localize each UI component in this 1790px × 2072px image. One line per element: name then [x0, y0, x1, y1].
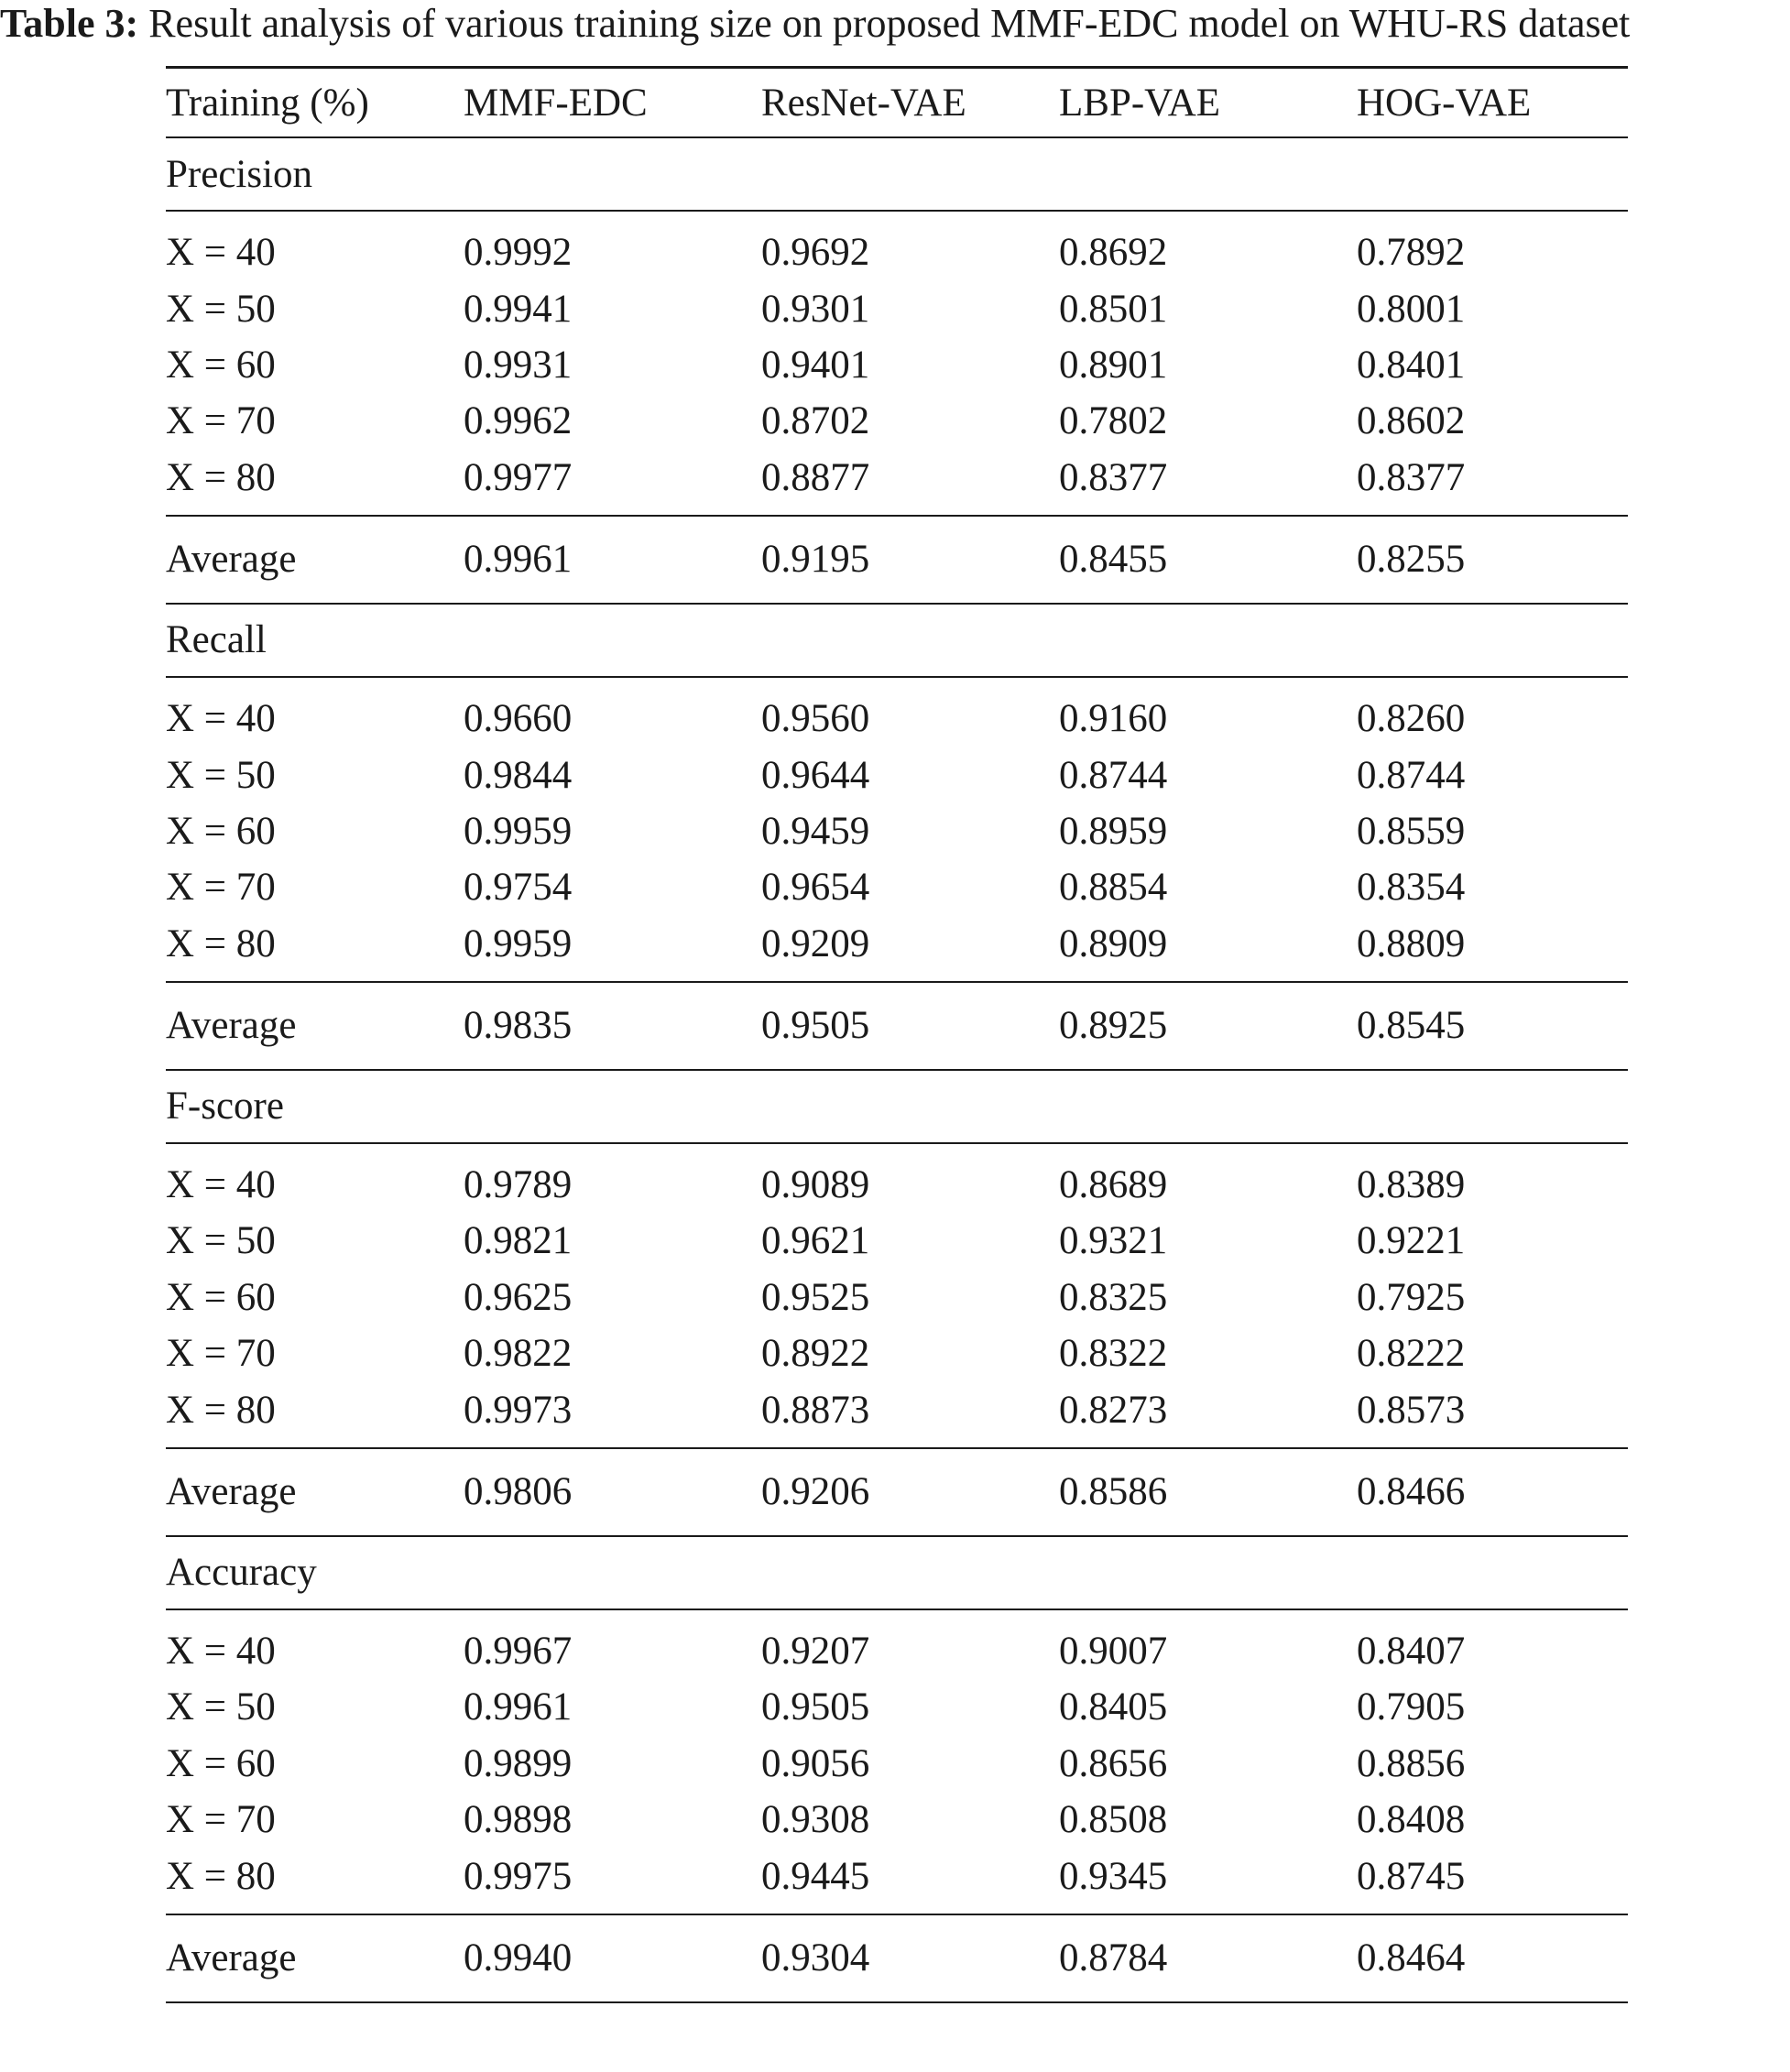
row-label: X = 40 [166, 1630, 276, 1674]
section-header-row [166, 137, 1628, 211]
row-label: X = 80 [166, 921, 276, 965]
row-label: X = 70 [166, 1332, 276, 1376]
row-label: X = 50 [166, 753, 276, 797]
table-cell: 0.9959 [464, 921, 573, 965]
average-cell: 0.8255 [1357, 516, 1628, 604]
section-header-row [166, 1070, 1628, 1143]
table-cell: 0.9007 [1059, 1630, 1168, 1674]
table-cell: 0.9931 [464, 343, 573, 387]
table-cell: 0.9975 [464, 1854, 573, 1898]
section-title: Precision [166, 137, 1628, 211]
table-cell: 0.8573 [1357, 1388, 1466, 1432]
table-row [166, 859, 1628, 915]
table-cell: 0.9962 [464, 399, 573, 443]
table-cell: 0.8602 [1357, 399, 1466, 443]
table-cell: 0.8222 [1357, 1332, 1466, 1376]
table-cell: 0.9660 [464, 697, 573, 741]
row-label: X = 80 [166, 455, 276, 499]
table-cell: 0.9941 [464, 287, 573, 331]
table-cell: 0.8377 [1357, 455, 1466, 499]
table-cell: 0.7802 [1059, 399, 1168, 443]
table-cell: 0.9625 [464, 1275, 573, 1319]
table-cell: 0.8322 [1059, 1332, 1168, 1376]
table-cell: 0.8405 [1059, 1685, 1168, 1729]
table-cell: 0.9821 [464, 1219, 573, 1263]
table-cell: 0.8854 [1059, 866, 1168, 910]
section-title: Recall [166, 604, 1628, 677]
table-row [166, 1679, 1628, 1735]
table-cell: 0.9308 [761, 1798, 870, 1842]
table-cell: 0.8408 [1357, 1798, 1466, 1842]
results-table [166, 66, 1628, 2003]
average-cell: 0.8925 [1059, 982, 1357, 1070]
row-label: X = 60 [166, 1275, 276, 1319]
table-cell: 0.8959 [1059, 809, 1168, 853]
table-cell: 0.9221 [1357, 1219, 1466, 1263]
table-cell: 0.9754 [464, 866, 573, 910]
row-label: X = 60 [166, 809, 276, 853]
table-row [166, 1325, 1628, 1381]
table-row [166, 1736, 1628, 1792]
table-row [166, 450, 1628, 516]
row-label: X = 70 [166, 866, 276, 910]
average-cell: 0.9206 [761, 1448, 1059, 1536]
row-label: X = 40 [166, 231, 276, 275]
table-cell: 0.7925 [1357, 1275, 1466, 1319]
column-header: LBP-VAE [1059, 68, 1357, 138]
table-row [166, 280, 1628, 336]
table-cell: 0.9560 [761, 697, 870, 741]
section-header-row [166, 1536, 1628, 1609]
table-cell: 0.8744 [1059, 753, 1168, 797]
table-cell: 0.8656 [1059, 1741, 1168, 1785]
table-cell: 0.9977 [464, 455, 573, 499]
table-cell: 0.8377 [1059, 455, 1168, 499]
table-cell: 0.8856 [1357, 1741, 1466, 1785]
table-cell: 0.8809 [1357, 921, 1466, 965]
average-cell: 0.8784 [1059, 1914, 1357, 2002]
average-row [166, 982, 1628, 1070]
table-cell: 0.9401 [761, 343, 870, 387]
average-cell: 0.9835 [464, 982, 761, 1070]
average-cell: 0.8466 [1357, 1448, 1628, 1536]
table-cell: 0.9898 [464, 1798, 573, 1842]
average-cell: 0.8464 [1357, 1914, 1628, 2002]
table-row [166, 1792, 1628, 1848]
table-cell: 0.8325 [1059, 1275, 1168, 1319]
table-cell: 0.8692 [1059, 231, 1168, 275]
table-cell: 0.8501 [1059, 287, 1168, 331]
row-label: X = 40 [166, 697, 276, 741]
table-cell: 0.9160 [1059, 697, 1168, 741]
row-label: X = 70 [166, 399, 276, 443]
table-row [166, 393, 1628, 449]
table-caption-text: Result analysis of various training size on proposed MMF-EDC model on WHU-RS dataset [138, 1, 1631, 46]
table-cell: 0.9844 [464, 753, 573, 797]
table-cell: 0.9967 [464, 1630, 573, 1674]
table-cell: 0.8273 [1059, 1388, 1168, 1432]
table-cell: 0.9822 [464, 1332, 573, 1376]
table-cell: 0.9959 [464, 809, 573, 853]
table-cell: 0.8744 [1357, 753, 1466, 797]
table-cell: 0.8401 [1357, 343, 1466, 387]
table-row [166, 916, 1628, 982]
table-cell: 0.7892 [1357, 231, 1466, 275]
table-row [166, 337, 1628, 393]
row-label: X = 80 [166, 1388, 276, 1432]
table-row [166, 803, 1628, 859]
table-cell: 0.8407 [1357, 1630, 1466, 1674]
table-cell: 0.8901 [1059, 343, 1168, 387]
table-cell: 0.8922 [761, 1332, 870, 1376]
table-cell: 0.9459 [761, 809, 870, 853]
table-cell: 0.8389 [1357, 1163, 1466, 1207]
row-label: X = 50 [166, 287, 276, 331]
average-cell: 0.9940 [464, 1914, 761, 2002]
row-label: X = 60 [166, 1741, 276, 1785]
table-cell: 0.8877 [761, 455, 870, 499]
table-cell: 0.9209 [761, 921, 870, 965]
average-cell: 0.9505 [761, 982, 1059, 1070]
table-cell: 0.9644 [761, 753, 870, 797]
table-cell: 0.8559 [1357, 809, 1466, 853]
table-cell: 0.8702 [761, 399, 870, 443]
section-header-row [166, 604, 1628, 677]
table-cell: 0.8745 [1357, 1854, 1466, 1898]
section-title: F-score [166, 1070, 1628, 1143]
table-cell: 0.9992 [464, 231, 573, 275]
table-caption [0, 0, 1790, 48]
average-label: Average [166, 516, 464, 604]
table-cell: 0.9692 [761, 231, 870, 275]
table-body [166, 137, 1628, 2002]
column-header: Training (%) [166, 68, 464, 138]
row-label: X = 40 [166, 1163, 276, 1207]
table-row [166, 1270, 1628, 1325]
average-label: Average [166, 1914, 464, 2002]
average-cell: 0.8586 [1059, 1448, 1357, 1536]
row-label: X = 50 [166, 1219, 276, 1263]
table-row [166, 1213, 1628, 1269]
average-row [166, 1914, 1628, 2002]
table-cell: 0.9345 [1059, 1854, 1168, 1898]
average-cell: 0.8455 [1059, 516, 1357, 604]
table-cell: 0.9056 [761, 1741, 870, 1785]
table-cell: 0.7905 [1357, 1685, 1466, 1729]
table-cell: 0.8909 [1059, 921, 1168, 965]
table-cell: 0.9445 [761, 1854, 870, 1898]
table-cell: 0.8260 [1357, 697, 1466, 741]
row-label: X = 50 [166, 1685, 276, 1729]
table-row [166, 1609, 1628, 1679]
table-cell: 0.9899 [464, 1741, 573, 1785]
table-cell: 0.9301 [761, 287, 870, 331]
table-cell: 0.8508 [1059, 1798, 1168, 1842]
table-cell: 0.9789 [464, 1163, 573, 1207]
column-header: MMF-EDC [464, 68, 761, 138]
table-cell: 0.9973 [464, 1388, 573, 1432]
header-row [166, 68, 1628, 138]
row-label: X = 80 [166, 1854, 276, 1898]
table-cell: 0.8873 [761, 1388, 870, 1432]
table-cell: 0.8689 [1059, 1163, 1168, 1207]
table-row [166, 747, 1628, 802]
table-row [166, 1381, 1628, 1447]
average-label: Average [166, 982, 464, 1070]
average-cell: 0.8545 [1357, 982, 1628, 1070]
table-cell: 0.9961 [464, 1685, 573, 1729]
section-title: Accuracy [166, 1536, 1628, 1609]
table-cell: 0.9089 [761, 1163, 870, 1207]
average-cell: 0.9806 [464, 1448, 761, 1536]
table-row [166, 1848, 1628, 1914]
table-row [166, 211, 1628, 280]
table-row [166, 1143, 1628, 1213]
average-label: Average [166, 1448, 464, 1536]
table-cell: 0.9654 [761, 866, 870, 910]
average-cell: 0.9961 [464, 516, 761, 604]
table-cell: 0.9505 [761, 1685, 870, 1729]
table-cell: 0.9207 [761, 1630, 870, 1674]
average-row [166, 1448, 1628, 1536]
table-row [166, 677, 1628, 747]
column-header: ResNet-VAE [761, 68, 1059, 138]
table-cell: 0.8354 [1357, 866, 1466, 910]
table-cell: 0.9321 [1059, 1219, 1168, 1263]
average-cell: 0.9304 [761, 1914, 1059, 2002]
row-label: X = 70 [166, 1798, 276, 1842]
table-cell: 0.9621 [761, 1219, 870, 1263]
column-header: HOG-VAE [1357, 68, 1628, 138]
row-label: X = 60 [166, 343, 276, 387]
table-cell: 0.9525 [761, 1275, 870, 1319]
table-caption-label: Table 3: [0, 1, 139, 46]
table-cell: 0.8001 [1357, 287, 1466, 331]
average-row [166, 516, 1628, 604]
average-cell: 0.9195 [761, 516, 1059, 604]
